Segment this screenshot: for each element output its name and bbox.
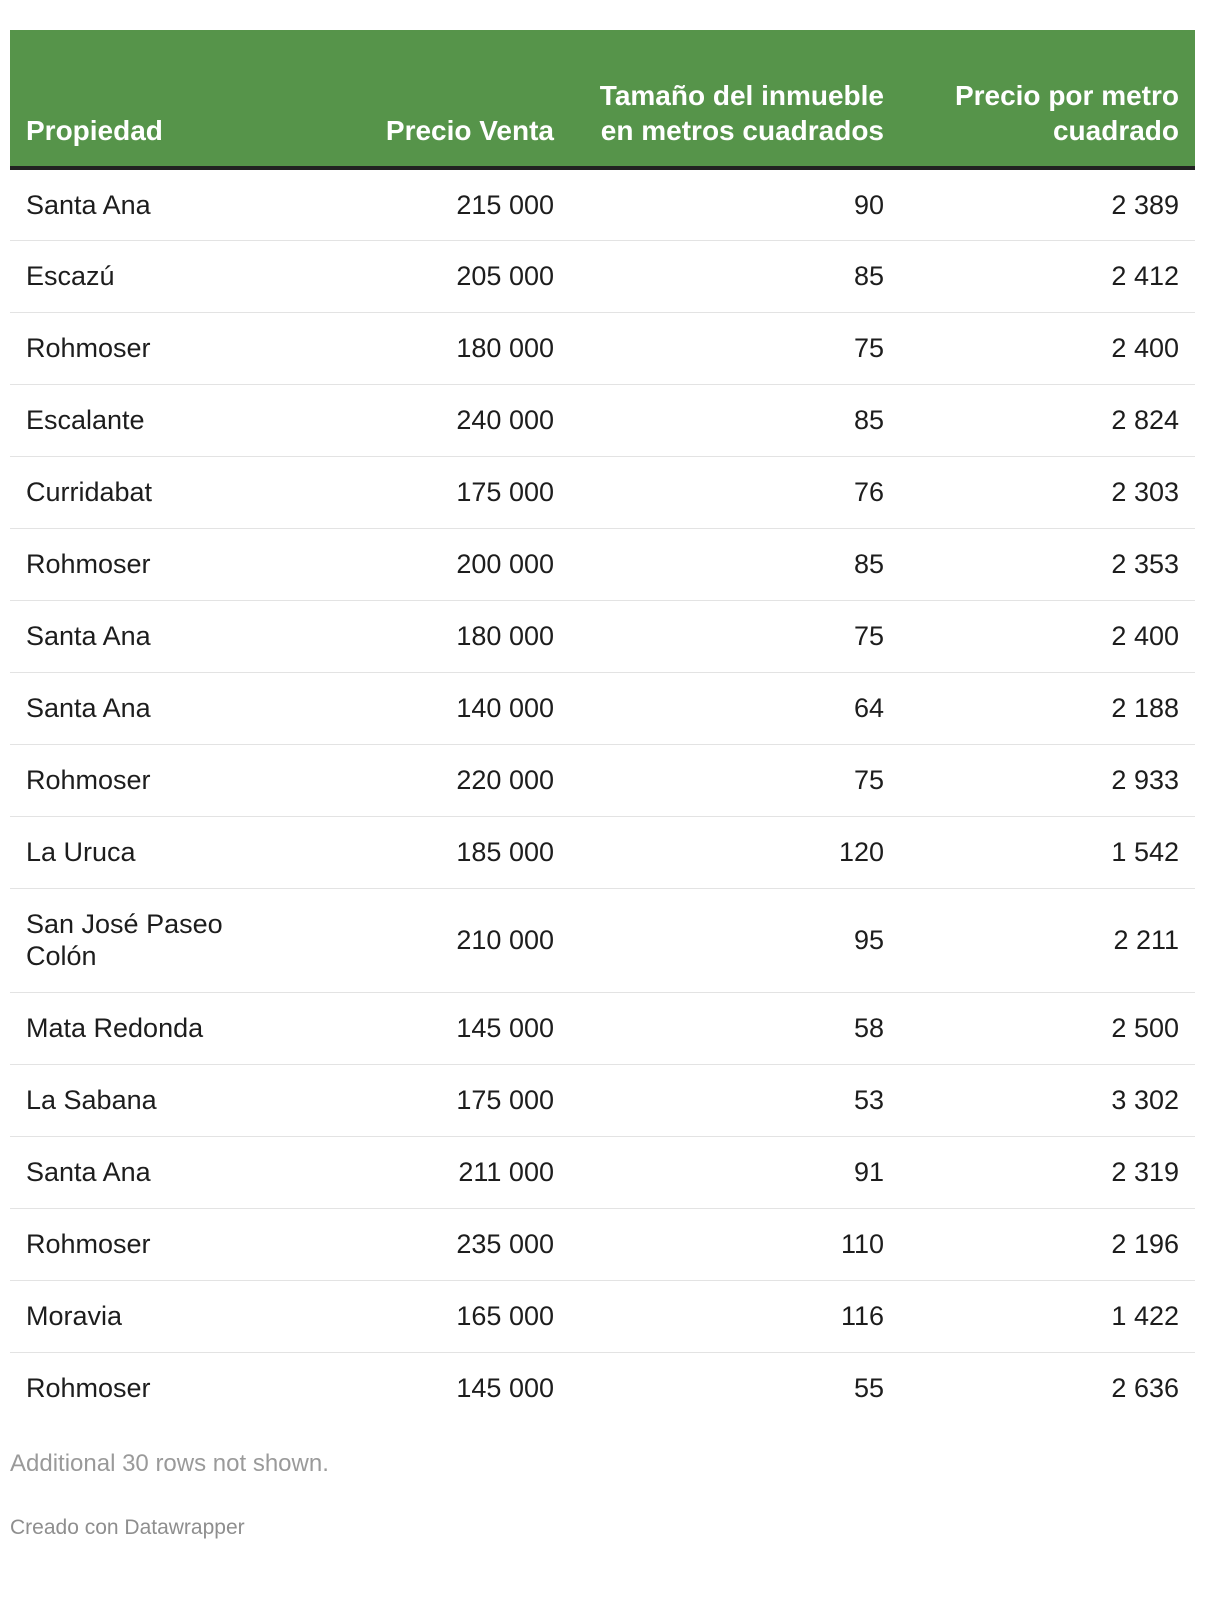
- property-price-table: [10, 30, 1195, 1424]
- cell-precio-venta: 145 000: [456, 1013, 554, 1043]
- cell-tamano: 110: [840, 1229, 884, 1259]
- datawrapper-table-container: [10, 30, 1195, 1540]
- table-body: [10, 168, 1195, 1424]
- cell-precio-venta: 175 000: [456, 1085, 554, 1115]
- property-name: Curridabat: [26, 477, 153, 507]
- header-row: [10, 30, 1195, 168]
- column-header-propiedad[interactable]: Propiedad: [26, 115, 163, 146]
- property-name: Santa Ana: [26, 1157, 151, 1187]
- cell-propiedad: [10, 384, 270, 456]
- property-name: Escazú: [26, 261, 115, 291]
- table-row: [10, 456, 1195, 528]
- cell-precio-metro: 2 933: [1111, 765, 1179, 795]
- cell-precio-metro: 1 422: [1111, 1301, 1179, 1331]
- cell-tamano: 116: [840, 1301, 884, 1331]
- cell-precio-venta: 180 000: [456, 621, 554, 651]
- cell-propiedad: [10, 992, 270, 1064]
- credit-line[interactable]: Creado con Datawrapper: [10, 1516, 245, 1539]
- cell-tamano: 64: [853, 693, 884, 723]
- property-name: La Uruca: [26, 837, 136, 867]
- cell-precio-venta: 211 000: [458, 1157, 554, 1187]
- cell-precio-venta: 140 000: [456, 693, 554, 723]
- cell-precio-venta: 235 000: [456, 1229, 554, 1259]
- property-name: Santa Ana: [26, 693, 151, 723]
- property-name: Moravia: [26, 1301, 123, 1331]
- cell-tamano: 95: [853, 925, 884, 955]
- property-name: Escalante: [26, 405, 145, 435]
- cell-precio-venta: 205 000: [456, 261, 554, 291]
- table-header: [10, 30, 1195, 168]
- cell-tamano: 91: [853, 1157, 884, 1187]
- table-row: [10, 744, 1195, 816]
- cell-precio-venta: 145 000: [456, 1373, 554, 1404]
- cell-propiedad: [10, 1352, 270, 1424]
- cell-precio-metro: 2 636: [1111, 1373, 1179, 1404]
- cell-propiedad: [10, 168, 270, 240]
- column-header-precio-venta[interactable]: Precio Venta: [385, 115, 554, 146]
- cell-propiedad: [10, 1280, 270, 1352]
- table-row: [10, 1136, 1195, 1208]
- cell-precio-metro: 2 319: [1111, 1157, 1179, 1187]
- cell-propiedad: [10, 312, 270, 384]
- cell-precio-venta: 185 000: [456, 837, 554, 867]
- cell-precio-metro: 2 400: [1111, 333, 1179, 363]
- table-row: [10, 240, 1195, 312]
- table-row: [10, 384, 1195, 456]
- cell-propiedad: [10, 240, 270, 312]
- cell-precio-metro: 2 196: [1111, 1229, 1179, 1259]
- cell-tamano: 75: [853, 621, 884, 651]
- cell-tamano: 85: [853, 549, 884, 579]
- property-name: Rohmoser: [26, 549, 151, 579]
- property-name: Rohmoser: [26, 765, 151, 795]
- cell-propiedad: [10, 888, 270, 992]
- property-name: San José Paseo Colón: [26, 909, 223, 971]
- property-name: La Sabana: [26, 1085, 157, 1115]
- table-row: [10, 1280, 1195, 1352]
- cell-tamano: 53: [853, 1085, 884, 1115]
- property-name: Rohmoser: [26, 333, 151, 363]
- cell-tamano: 58: [853, 1013, 884, 1043]
- cell-precio-venta: 215 000: [456, 189, 554, 220]
- table-row: [10, 816, 1195, 888]
- table-row: [10, 672, 1195, 744]
- cell-precio-venta: 175 000: [456, 477, 554, 507]
- cell-tamano: 120: [838, 837, 884, 867]
- cell-tamano: 55: [853, 1373, 884, 1404]
- table-row: [10, 992, 1195, 1064]
- property-name: Rohmoser: [26, 1373, 151, 1404]
- cell-tamano: 76: [853, 477, 884, 507]
- cell-precio-metro: 2 303: [1111, 477, 1179, 507]
- cell-propiedad: [10, 528, 270, 600]
- cell-precio-metro: 2 211: [1113, 925, 1179, 955]
- cell-precio-metro: 2 188: [1111, 693, 1179, 723]
- cell-precio-metro: 2 824: [1111, 405, 1179, 435]
- cell-tamano: 85: [853, 405, 884, 435]
- column-header-tamano[interactable]: Tamaño del inmueble en metros cuadrados: [599, 80, 884, 146]
- cell-tamano: 75: [853, 333, 884, 363]
- table-row: [10, 312, 1195, 384]
- cell-precio-venta: 165 000: [456, 1301, 554, 1331]
- cell-precio-venta: 240 000: [456, 405, 554, 435]
- table-row: [10, 1064, 1195, 1136]
- cell-propiedad: [10, 816, 270, 888]
- table-row: [10, 888, 1195, 992]
- cell-precio-metro: 2 400: [1111, 621, 1179, 651]
- cell-tamano: 85: [853, 261, 884, 291]
- cell-precio-metro: 2 389: [1111, 189, 1179, 220]
- cell-precio-metro: 2 500: [1111, 1013, 1179, 1043]
- property-name: Rohmoser: [26, 1229, 151, 1259]
- cell-propiedad: [10, 672, 270, 744]
- table-row: [10, 528, 1195, 600]
- rows-hidden-note: Additional 30 rows not shown.: [10, 1450, 329, 1477]
- cell-propiedad: [10, 600, 270, 672]
- cell-precio-venta: 180 000: [456, 333, 554, 363]
- table-row: [10, 168, 1195, 240]
- cell-tamano: 90: [853, 189, 884, 220]
- property-name: Santa Ana: [26, 621, 151, 651]
- cell-precio-venta: 210 000: [456, 925, 554, 955]
- cell-precio-metro: 3 302: [1111, 1085, 1179, 1115]
- property-name: Santa Ana: [26, 189, 151, 220]
- cell-precio-metro: 2 353: [1111, 549, 1179, 579]
- table-row: [10, 600, 1195, 672]
- cell-precio-venta: 200 000: [456, 549, 554, 579]
- cell-propiedad: [10, 744, 270, 816]
- cell-tamano: 75: [853, 765, 884, 795]
- cell-propiedad: [10, 456, 270, 528]
- cell-precio-metro: 2 412: [1111, 261, 1179, 291]
- column-header-precio-metro[interactable]: Precio por metro cuadrado: [954, 80, 1179, 146]
- table-row: [10, 1352, 1195, 1424]
- property-name: Mata Redonda: [26, 1013, 204, 1043]
- cell-propiedad: [10, 1064, 270, 1136]
- cell-precio-venta: 220 000: [456, 765, 554, 795]
- cell-precio-metro: 1 542: [1111, 837, 1179, 867]
- cell-propiedad: [10, 1136, 270, 1208]
- table-row: [10, 1208, 1195, 1280]
- cell-propiedad: [10, 1208, 270, 1280]
